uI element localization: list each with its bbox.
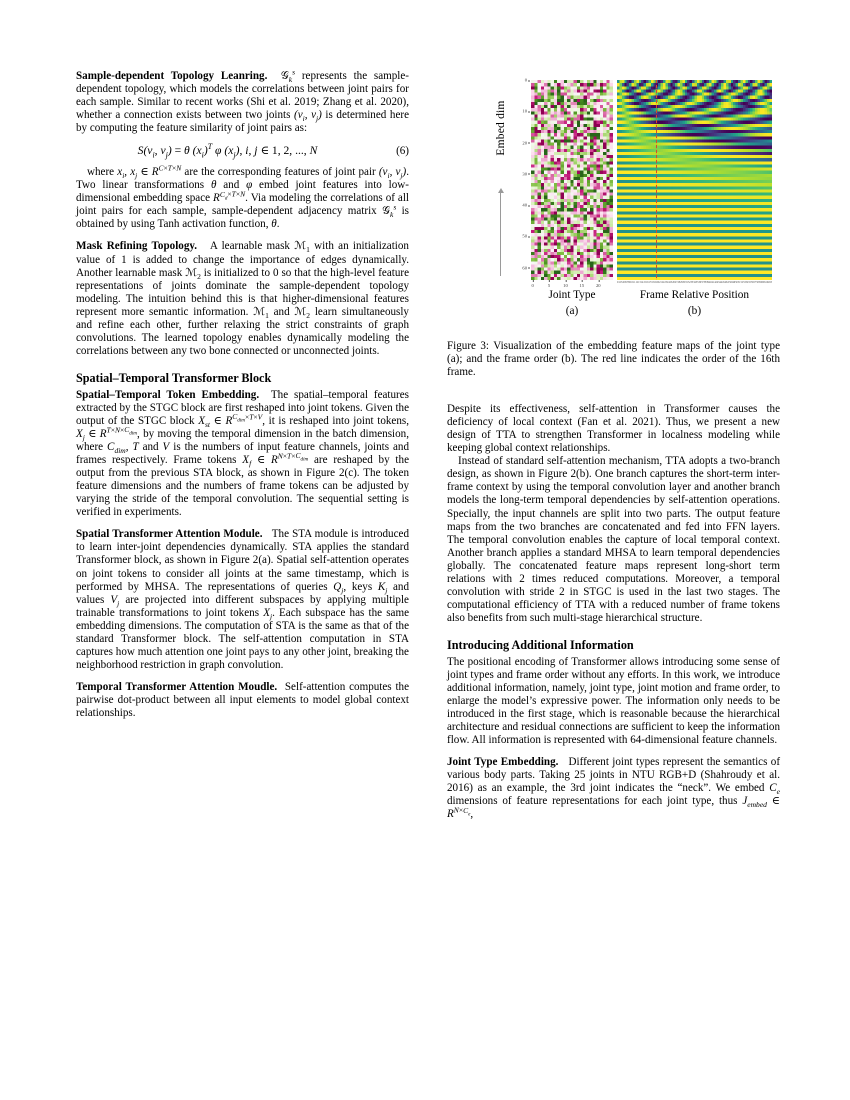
text-where-6: . Via modeling the correlations of all joint pairs for each sample, sample-dependent adjacency matrix: [76, 192, 409, 218]
panel-b-x-tick-label: 10: [630, 281, 633, 284]
text-joint-type-1: Different joint types represent the semantics of various body parts. Taking 25 joints in NTU RGB+D (Shahroudy et al. 2016) as an example, the 3rd joint indicates the “neck”. We embed: [447, 756, 781, 795]
text-mask-3: is initialized to 0 so that the high-level feature representations of joints dominate the sample-dependent topology modeling. The intuition behind this is that higher-dimensional features represent more semantic information.: [76, 266, 409, 318]
panel-b-x-tick-label: 5: [623, 281, 625, 284]
math-theta: θ: [210, 179, 217, 192]
panel-b-x-tick-label: 19: [653, 281, 657, 284]
panel-b-x-tick-label: 41: [711, 281, 715, 284]
figure-3-caption: Figure 3: Visualization of the embedding feature maps of the joint type (a); and the frame order (b). The red line indicates the order of the 16th frame.: [447, 340, 780, 379]
text-token-6: is the numbers of input feature channels, joints and frames respectively. Frame tokens: [76, 441, 410, 467]
panel-b-x-tick-label: 8: [627, 281, 629, 284]
math-m1: ℳ$_1$: [294, 240, 310, 255]
panel-b-x-tick-label: 51: [737, 281, 741, 284]
math-phi: φ: [246, 179, 253, 192]
math-v: V: [162, 441, 170, 454]
text-where-8: .: [276, 218, 280, 231]
text-sample-dependent-1: represents the sample-dependent topology, which models the correlations between joint pairs for each sample. Similar to recent works (Shi et al. 2019; Zhang et al. 2020), whether a connection exists between two joints: [76, 70, 409, 122]
panel-a-x-tick-label: 5: [547, 283, 551, 288]
panel-a-subcaption: (a): [565, 305, 579, 317]
y-axis-arrow-icon: [500, 192, 501, 276]
panel-b-x-tick-label: 13: [638, 281, 641, 284]
paragraph-instead-of-standard: Instead of standard self-attention mechanism, TTA adopts a two-branch design, as shown in Figure 2(b). One branch captures the short-term inter-frame context by using the temporal convolution layer and another branch models the long-term temporal dependencies by self-attention operations. Specially, the input channels are split into two parts. The output feature maps from the two branches are concatenated and fed into FFN layers. The temporal convolution enables the capture of local temporal context. Another branch applies a standard MHSA to learn temporal dependencies globally. The concatenated feature maps represent long-short term relations with 2 times reduced computations. Moreover, a temporal convolution with stride 2 in STGC is used in the last two stages. The computational efficiency of TTA with a reduced number of frame tokens also benefits from such multi-stage hierarchical structure.: [447, 455, 780, 624]
panel-b-x-tick-label: 28: [677, 281, 681, 284]
text-sta-3: and values: [76, 580, 410, 606]
paragraph-positional-encoding: The positional encoding of Transformer allows introducing some sense of joint types and frame order without any efforts. In this work, we introduce additional information, namely, joint type, joint motion and frame order, to enlarge the model’s expressive power. The information only needs to be introduced in the first stage, which is reasonable because the hierarchical architecture and residual connections are sufficient to keep the information flow. All information is represented with 64-dimensional feature channels.: [447, 655, 780, 747]
paragraph-tta-module: [76, 681, 409, 720]
y-tick-label: 0: [524, 77, 527, 83]
text-sta-5: . Each subspace has the same embedding dimensions. The computation of STA is the same as that of the standard Transformer block. The self-attention computation in STA captures how much attention one joint pays to any other joint, breaking the neighborhood restriction in graph convolution.: [76, 606, 409, 671]
panel-b-x-tick-label: 35: [695, 281, 699, 284]
math-cdim: $C_{dim}$: [107, 441, 126, 456]
panel-b-x-tick-label: 62: [766, 281, 770, 284]
equation-6: [76, 142, 409, 160]
heading-introducing-additional-information: Introducing Additional Information: [447, 637, 634, 652]
math-xi-xj: $x_i$, $x_j$: [117, 166, 138, 181]
panel-b-x-tick-label: 20: [656, 281, 660, 284]
math-m2: ℳ$_2$: [185, 266, 201, 281]
panel-b-x-tick-label: 59: [758, 281, 762, 284]
text-where-7: is obtained by using Tanh activation function,: [76, 205, 409, 231]
text-token-5: and: [138, 441, 163, 454]
panel-b-x-tick-label: 34: [693, 281, 696, 284]
text-token-4: ,: [125, 441, 133, 454]
math-r-cxtxn: $R^{C\times T\times N}$: [151, 163, 182, 179]
text-sta-1: The STA module is introduced to learn inter-joint dependencies dynamically. STA applies the standard Transformer block, as shown in Figure 2(a). Spatial self-attention operates on joint tokens to consider all joints at the same timestamp, which is performed by MHSA. The representations of queries: [76, 528, 409, 593]
math-xst: $X_{st}$: [198, 414, 210, 430]
panel-b-x-tick-label: 58: [756, 281, 759, 284]
paragraph-token-embedding: Spatial–Temporal Token Embedding. The spatial–temporal features extracted by the STGC block are first reshaped into joint tokens. Given the output of the STGC block $X_{st}$ ∈ $R^{C_{dim}\times T\times V}$, it is reshaped into joint tokens, $X_j$ ∈ $R^{T\times N\times C_{dim}}$, by moving the temporal dimension in the batch dimension, where $C_{dim}$, T and V is the numbers of input feature channels, joints and frames respectively. Frame tokens $X_f$ ∈ $R^{N\times T\times C_{dim}}$ are reshaped by the output from the previous STA block, as shown in Figure 2(c). The token feature dimensions and the numbers of frame tokens can be adjusted by varying the stride of the temporal convolution. The sequential setting is verified in experiments.: [76, 388, 410, 519]
panel-b-x-tick-label: 39: [706, 281, 709, 284]
text-mask-2: with an initialization value of 1 is added to change the importance of edges dynamically. Another learnable mask: [76, 240, 409, 279]
panel-b-x-tick-label: 52: [740, 281, 744, 284]
math-r-n-t-cdim: $R^{N\times T\times C_{dim}}$: [270, 451, 309, 467]
panel-b-x-tick-label: 37: [701, 281, 704, 284]
panel-b-x-tick-label: 12: [635, 281, 639, 284]
text-token-7: are reshaped by the output from the previous STA block, as shown in Figure 2(c). The token feature dimensions and the numbers of frame tokens can be adjusted by varying the stride of the temporal convolution. The sequential setting is verified in experiments.: [76, 454, 409, 519]
panel-b-heatmap: [617, 80, 772, 280]
text-sta-4: are projected into different subspaces by applying multiple trainable transformations to joint tokens: [76, 593, 409, 619]
panel-b-x-tick-label: 2: [619, 281, 621, 284]
text-sample-dependent-2: is determined here by computing the feature similarity of joint pairs as:: [76, 109, 409, 135]
panel-b-x-tick-label: 25: [669, 281, 673, 284]
panel-b-canvas: [617, 80, 772, 280]
panel-b-x-tick-label: 24: [666, 281, 670, 284]
figure-y-ticks: [509, 77, 529, 280]
panel-b-x-tick-label: 21: [659, 281, 662, 284]
text-joint-type-3: ,: [470, 808, 474, 821]
panel-b-x-tick-label: 46: [724, 281, 728, 284]
equation-6-body: $S(v_i$, $v_j) = \theta$ $(x_i)^T$ φ $(x_j)$, i, j ∈ 1, 2, ..., N: [137, 142, 318, 160]
paragraph-joint-type-embedding: Joint Type Embedding. Different joint types represent the semantics of various body parts. Taking 25 joints in NTU RGB+D (Shahroudy et al. 2016) as an example, the 3rd joint indicates the “neck”. We embed $C_e$ dimensions of feature representations for each joint type, thus $J_{embed}$ ∈ $R^{N\times C_e}$,: [447, 756, 781, 821]
math-vi-vj-2: ($v_i$, $v_j$): [378, 166, 407, 181]
panel-b-x-tick-label: 22: [661, 281, 665, 284]
panel-b-x-tick-label: 32: [687, 281, 691, 284]
text-where-2: are the corresponding features of joint pair: [181, 166, 379, 179]
math-vi-vj: ($v_i$, $v_j$): [294, 109, 322, 124]
panel-b-x-tick-label: 36: [698, 281, 702, 284]
figure-3: [447, 70, 780, 379]
left-column: [76, 67, 410, 1030]
math-r-t-n-cdim: $R^{T\times N\times C_{dim}}$: [99, 425, 137, 441]
panel-b-x-tick-label: 3: [620, 281, 623, 284]
y-tick-label: 10: [522, 108, 527, 114]
math-xj: $X_j$: [76, 428, 85, 443]
panel-b-x-tick-label: 40: [708, 281, 712, 284]
runin-token-embedding: Spatial–Temporal Token Embedding.: [76, 388, 260, 401]
panel-b-x-tick-label: 30: [682, 281, 686, 284]
math-m2-2: ℳ$_2$: [294, 305, 311, 320]
paragraph-despite-effectiveness: Despite its effectiveness, self-attention in Transformer causes the deficiency of local context (Fan et al. 2021). Thus, we present a new design of TTA to strengthen Transformer in localness modeling while keeping global context relationships.: [447, 403, 780, 455]
panel-b-x-tick-label: 18: [651, 281, 654, 284]
paragraph-sample-dependent-topology: [76, 67, 409, 135]
panel-b-x-tick-label: 60: [761, 281, 765, 284]
figure-y-axis-label: Embed dim: [495, 100, 507, 156]
math-r-cdxtxn: $R^{C_d\times T\times N}$: [213, 189, 246, 205]
text-where-3: . Two linear transformations: [76, 166, 409, 192]
math-kj: $K_j$: [377, 580, 388, 595]
y-tick-label: 30: [522, 171, 527, 177]
math-gks-2: 𝒢$_k^s$: [382, 202, 397, 220]
y-tick-label: 50: [522, 233, 527, 239]
text-token-2: , it is reshaped into joint tokens,: [262, 414, 409, 427]
text-sta-2: , keys: [343, 580, 378, 593]
math-gks: 𝒢$_k^s$: [280, 67, 296, 85]
panel-b-x-tick-label: 0: [617, 281, 619, 284]
panel-a-heatmap: [531, 80, 613, 280]
math-m1-2: ℳ$_1$: [253, 305, 269, 320]
panel-b-x-axis-label: Frame Relative Position: [639, 289, 750, 301]
runin-tta-module: Temporal Transformer Attention Moudle.: [76, 680, 278, 693]
math-xf: $X_f$: [242, 454, 252, 469]
runin-mask-refining: Mask Refining Topology.: [76, 240, 198, 253]
panel-a-x-ticks: [531, 281, 613, 289]
panel-b-x-tick-label: 63: [769, 281, 772, 284]
text-token-1: The spatial–temporal features extracted by the STGC block are first reshaped into joint tokens. Given the output of the STGC block: [76, 388, 409, 427]
paragraph-sta-module: [76, 528, 409, 672]
text-joint-type-2: dimensions of feature representations for each joint type, thus: [447, 795, 743, 808]
y-tick-label: 40: [522, 202, 527, 208]
panel-b-x-tick-label: 49: [732, 281, 736, 284]
paragraph-mask-refining-topology: [76, 240, 409, 357]
text-mask-4: and: [268, 305, 295, 318]
panel-a-x-tick-label: 15: [579, 283, 585, 288]
panel-b-x-tick-label: 55: [748, 281, 751, 284]
text-mask-5: learn simultaneously and refine each other, further relaxing the strict constraints of graph convolutions. The learned topology enables dynamically modeling the correlations between any two bone connected or unconnected joints.: [76, 305, 409, 357]
panel-b-x-tick-label: 15: [643, 281, 646, 284]
panel-b-x-tick-label: 42: [714, 281, 717, 284]
panel-b-x-tick-label: 6: [624, 281, 627, 284]
figure-3-plot-area: [447, 70, 780, 317]
runin-sta-module: Spatial Transformer Attention Module.: [76, 528, 263, 541]
math-r-n-ce: $R^{N\times C_e}$: [447, 805, 471, 821]
math-ce: $C_e$: [769, 782, 780, 797]
panel-a-x-tick-label: 10: [563, 283, 568, 288]
math-t: T: [132, 441, 139, 454]
text-token-3: , by moving the temporal dimension in the batch dimension, where: [76, 428, 410, 454]
panel-a-x-tick-label: 20: [595, 283, 601, 288]
panel-b-x-tick-label: 11: [632, 281, 636, 284]
two-column-body: [76, 67, 781, 1030]
paragraph-where-definitions: where $x_i$, $x_j$ ∈ $R^{C\times T\times N}$ are the corresponding features of joint pair ($v_i$, $v_j$). Two linear transformations θ and φ embed joint features into low-dimensional embedding space $R^{C_d\times T\times N}$. Via modeling the correlations of all joint pairs for each sample, sample-dependent adjacency matrix 𝒢$_k^s$ is obtained by using Tanh activation function, θ.: [76, 163, 409, 231]
runin-joint-type: Joint Type Embedding.: [447, 756, 559, 769]
math-r-cdim-t-v: $R^{C_{dim}\times T\times V}$: [225, 412, 263, 427]
panel-b-x-tick-label: 48: [729, 281, 733, 284]
text-where-4: and: [216, 179, 247, 192]
red-line-16th-frame: [656, 80, 657, 280]
panel-b-x-tick-label: 61: [764, 281, 767, 284]
panel-b-x-tick-label: 16: [645, 281, 649, 284]
math-theta-2: θ: [271, 218, 277, 231]
equation-6-number: (6): [396, 145, 409, 158]
panel-b-x-tick-label: 43: [716, 281, 720, 284]
panel-a-canvas: [531, 80, 613, 280]
panel-b-subcaption: (b): [687, 305, 702, 317]
heading-spatial-temporal-transformer-block: Spatial–Temporal Transformer Block: [76, 370, 272, 385]
runin-sample-dependent: Sample-dependent Topology Leanring.: [76, 70, 268, 82]
panel-b-x-tick-label: 57: [753, 281, 757, 284]
panel-b-x-tick-label: 50: [735, 281, 738, 284]
y-tick-label: 60: [522, 265, 527, 270]
panel-b-x-tick-label: 44: [719, 281, 723, 284]
panel-b-x-tick-label: 17: [648, 281, 652, 284]
text-where-1: where: [87, 166, 118, 179]
right-column: [447, 70, 780, 1030]
text-where-5: embed joint features into low-dimensional embedding space: [76, 179, 409, 205]
panel-b-x-tick-label: 26: [672, 281, 675, 284]
panel-b-x-tick-label: 45: [722, 281, 725, 284]
panel-b-x-ticks: [617, 281, 772, 288]
panel-b-x-tick-label: 27: [674, 281, 678, 284]
panel-b-x-tick-label: 7: [626, 281, 628, 284]
panel-b-x-tick-label: 33: [690, 281, 694, 284]
panel-b-x-tick-label: 56: [750, 281, 754, 284]
panel-b-x-tick-label: 4: [622, 281, 624, 284]
panel-b-x-tick-label: 38: [703, 281, 707, 284]
text-tta-1: Self-attention computes the pairwise dot-product between all input elements to model global context relationships.: [76, 680, 410, 719]
math-xj-2: $X_j$: [263, 606, 273, 621]
panel-b-x-tick-label: 14: [640, 281, 644, 284]
panel-a-x-axis-label: Joint Type: [548, 289, 596, 301]
panel-b-x-tick-label: 23: [664, 281, 667, 284]
math-vj: $V_j$: [110, 593, 120, 608]
panel-b-x-tick-label: 9: [628, 281, 631, 284]
text-mask-1: A learnable mask: [209, 240, 295, 253]
panel-b-x-tick-label: 31: [685, 281, 688, 284]
panel-a-x-tick-label: 0: [531, 283, 534, 288]
panel-b-x-tick-label: 29: [680, 281, 683, 284]
panel-b-x-tick-label: 54: [745, 281, 749, 284]
math-jembed: $J_{embed}$: [742, 795, 767, 810]
panel-b-x-tick-label: 47: [727, 281, 730, 284]
panel-b-x-tick-label: 1: [618, 281, 620, 284]
math-qj: $Q_j$: [333, 580, 344, 595]
panel-b-x-tick-label: 53: [743, 281, 746, 284]
y-tick-label: 20: [522, 140, 527, 145]
